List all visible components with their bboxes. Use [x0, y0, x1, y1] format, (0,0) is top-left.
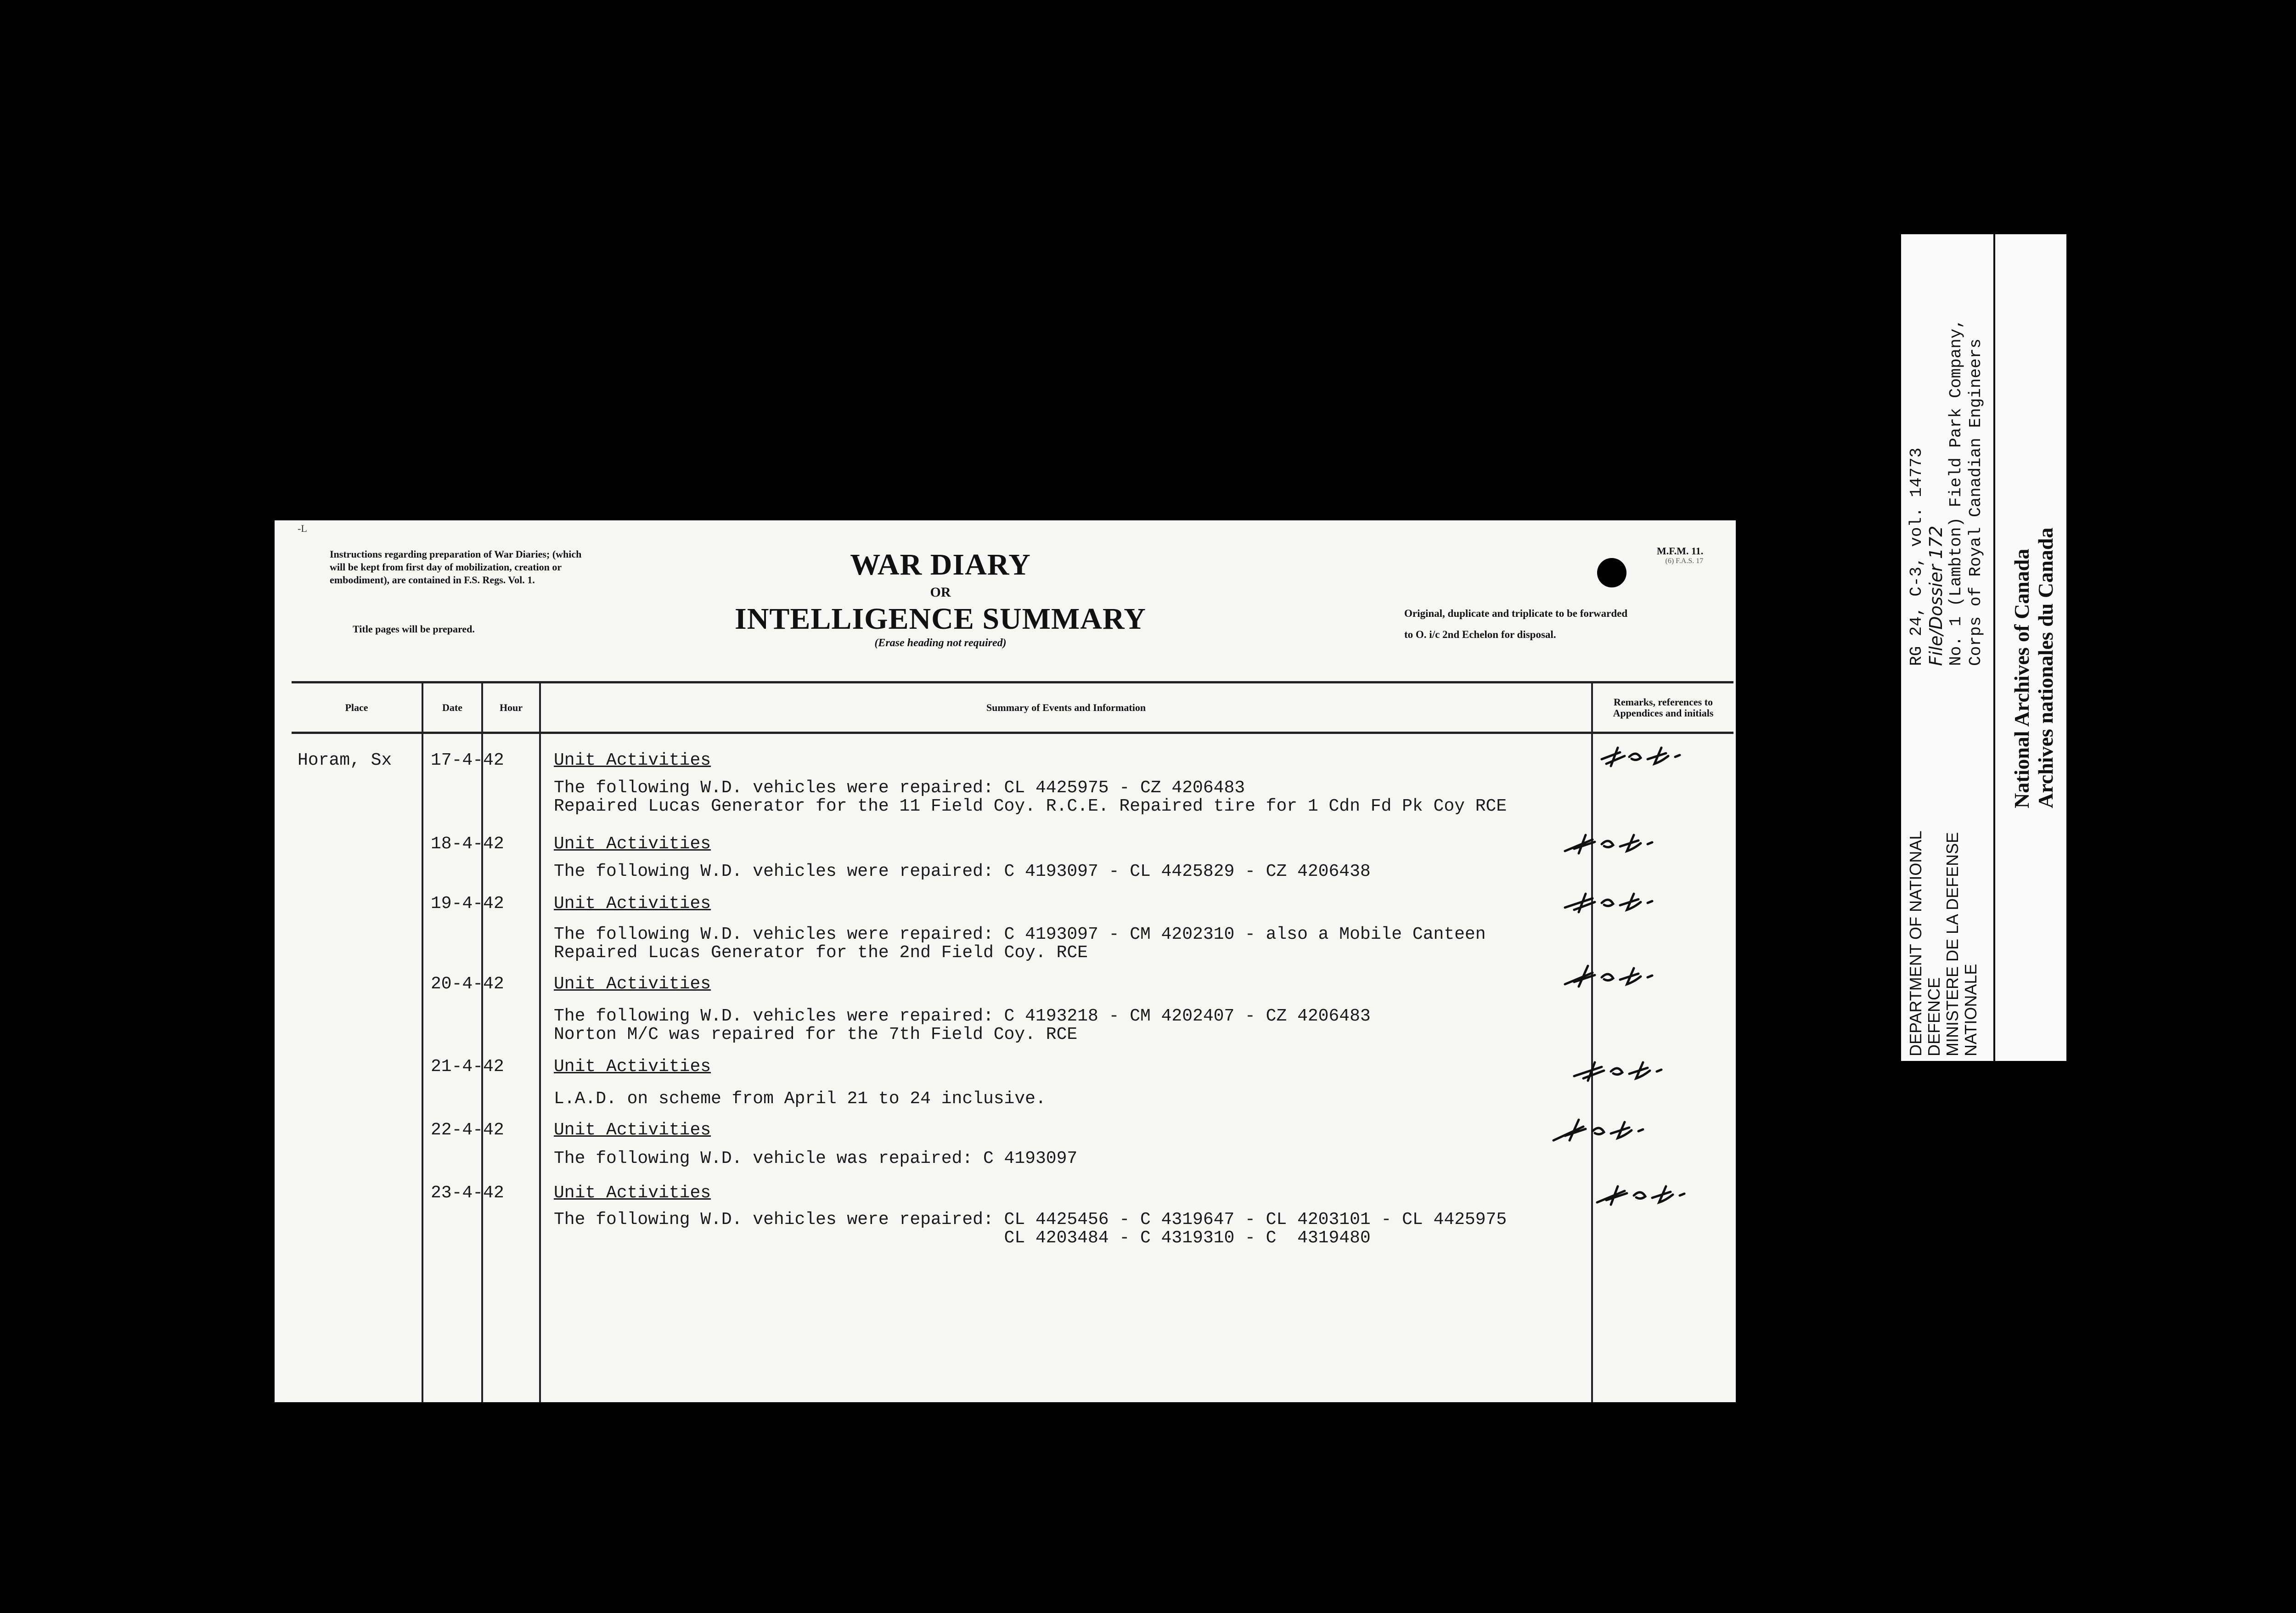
- archives-name-fr: Archives nationales du Canada: [2034, 527, 2057, 808]
- reference-panel: [1901, 234, 1995, 1061]
- entry-heading: Unit Activities: [554, 1183, 711, 1203]
- archives-panel: [2000, 234, 2066, 1061]
- header-place: Place: [345, 701, 368, 713]
- date-cell: 19-4-42: [431, 894, 504, 914]
- entry-heading: Unit Activities: [554, 750, 711, 770]
- initials-signature: [1560, 959, 1671, 991]
- date-cell: 22-4-42: [431, 1120, 504, 1140]
- department-block: [1907, 831, 1980, 1056]
- archive-label-card: [1901, 234, 2066, 1061]
- entry-line: The following W.D. vehicles were repaired: CL 4425456 - C 4319647 - CL 4203101 - CL 4425975: [554, 1210, 1507, 1229]
- place-cell: Horam, Sx: [298, 750, 392, 770]
- form-code-sub: (6) F.A.S. 17: [1665, 557, 1704, 565]
- header-date: Date: [442, 701, 462, 713]
- column-divider-place: [422, 681, 423, 1402]
- distribution-line-2: to O. i/c 2nd Echelon for disposal.: [1404, 629, 1556, 640]
- entry-line: Repaired Lucas Generator for the 11 Field Coy. R.C.E. Repaired tire for 1 Cdn Fd Pk Coy RCE: [554, 796, 1507, 816]
- date-cell: 21-4-42: [431, 1057, 504, 1077]
- column-divider-date: [481, 681, 483, 1402]
- department-line-2: DEFENCE: [1925, 977, 1943, 1056]
- entry-line: The following W.D. vehicles were repaired: CL 4425975 - CZ 4206483: [554, 778, 1245, 798]
- date-cell: 23-4-42: [431, 1183, 504, 1203]
- initials-signature: [1593, 739, 1703, 771]
- initials-signature: [1560, 826, 1671, 858]
- date-cell: 17-4-42: [431, 750, 504, 770]
- date-cell: 18-4-42: [431, 834, 504, 854]
- column-divider-summary: [1591, 681, 1593, 1402]
- initials-signature: [1560, 885, 1671, 917]
- entry-line: Repaired Lucas Generator for the 2nd Field Coy. RCE: [554, 943, 1088, 963]
- archives-name-block: [2010, 528, 2058, 808]
- column-divider-hour: [539, 681, 541, 1402]
- initials-signature: [1593, 1177, 1703, 1209]
- entry-heading: Unit Activities: [554, 834, 711, 854]
- distribution-note: [1404, 603, 1726, 645]
- form-code-main: M.F.M. 11.: [1657, 545, 1704, 557]
- entry-line: L.A.D. on scheme from April 21 to 24 inclusive.: [554, 1089, 1046, 1109]
- header-summary: Summary of Events and Information: [986, 701, 1146, 713]
- title-intelligence-summary: INTELLIGENCE SUMMARY: [735, 602, 1146, 636]
- entry-heading: Unit Activities: [554, 1057, 711, 1077]
- unit-line: No. 1 (Lambton) Field Park Company,: [1947, 318, 1965, 666]
- war-diary-sheet: [275, 520, 1736, 1402]
- entry-line: The following W.D. vehicle was repaired: C 4193097: [554, 1149, 1078, 1168]
- corps-line: Corps of Royal Canadian Engineers: [1966, 338, 1985, 666]
- punch-hole: [1597, 558, 1626, 587]
- date-cell: 20-4-42: [431, 974, 504, 994]
- department-line-3: MINISTERE DE LA DEFENSE: [1943, 832, 1962, 1056]
- rg-reference-block: [1907, 319, 1986, 666]
- title-pages-note: Title pages will be prepared.: [353, 623, 475, 635]
- title-war-diary: WAR DIARY: [850, 548, 1031, 581]
- header-remarks: Remarks, references to Appendices and initials: [1613, 696, 1714, 719]
- entry-line: The following W.D. vehicles were repaired: C 4193097 - CM 4202310 - also a Mobile Canteen: [554, 925, 1486, 944]
- entry-line: The following W.D. vehicles were repaired: C 4193218 - CM 4202407 - CZ 4206483: [554, 1006, 1371, 1026]
- distribution-line-1: Original, duplicate and triplicate to be forwarded: [1404, 608, 1628, 619]
- initials-signature: [1570, 1053, 1680, 1085]
- file-dossier-line: File/Dossier 172: [1926, 525, 1946, 666]
- form-code: [1657, 546, 1703, 566]
- department-line-4: NATIONALE: [1961, 964, 1980, 1056]
- title-or: OR: [930, 585, 951, 600]
- archives-name-en: National Archives of Canada: [2010, 548, 2033, 808]
- entry-line: Norton M/C was repaired for the 7th Field Coy. RCE: [554, 1025, 1078, 1044]
- entry-heading: Unit Activities: [554, 974, 711, 994]
- corner-mark: -L: [298, 523, 307, 534]
- entry-heading: Unit Activities: [554, 1120, 711, 1140]
- rg-line: RG 24, C-3, vol. 14773: [1907, 447, 1926, 666]
- form-title: [734, 548, 1147, 651]
- table-header-rule: [292, 732, 1733, 734]
- entry-line: CL 4203484 - C 4319310 - C 4319480: [554, 1228, 1371, 1248]
- initials-signature: [1551, 1113, 1661, 1145]
- entry-line: The following W.D. vehicles were repaired: C 4193097 - CL 4425829 - CZ 4206438: [554, 862, 1371, 881]
- header-hour: Hour: [499, 701, 523, 713]
- entry-heading: Unit Activities: [554, 894, 711, 914]
- department-line-1: DEPARTMENT OF NATIONAL: [1906, 830, 1925, 1056]
- title-erase-note: (Erase heading not required): [874, 637, 1007, 649]
- instructions-text: Instructions regarding preparation of War Diaries; (which will be kept from first day of mobilization, creation or embodiment), are contained in F.S. Regs. Vol. 1.: [330, 548, 582, 586]
